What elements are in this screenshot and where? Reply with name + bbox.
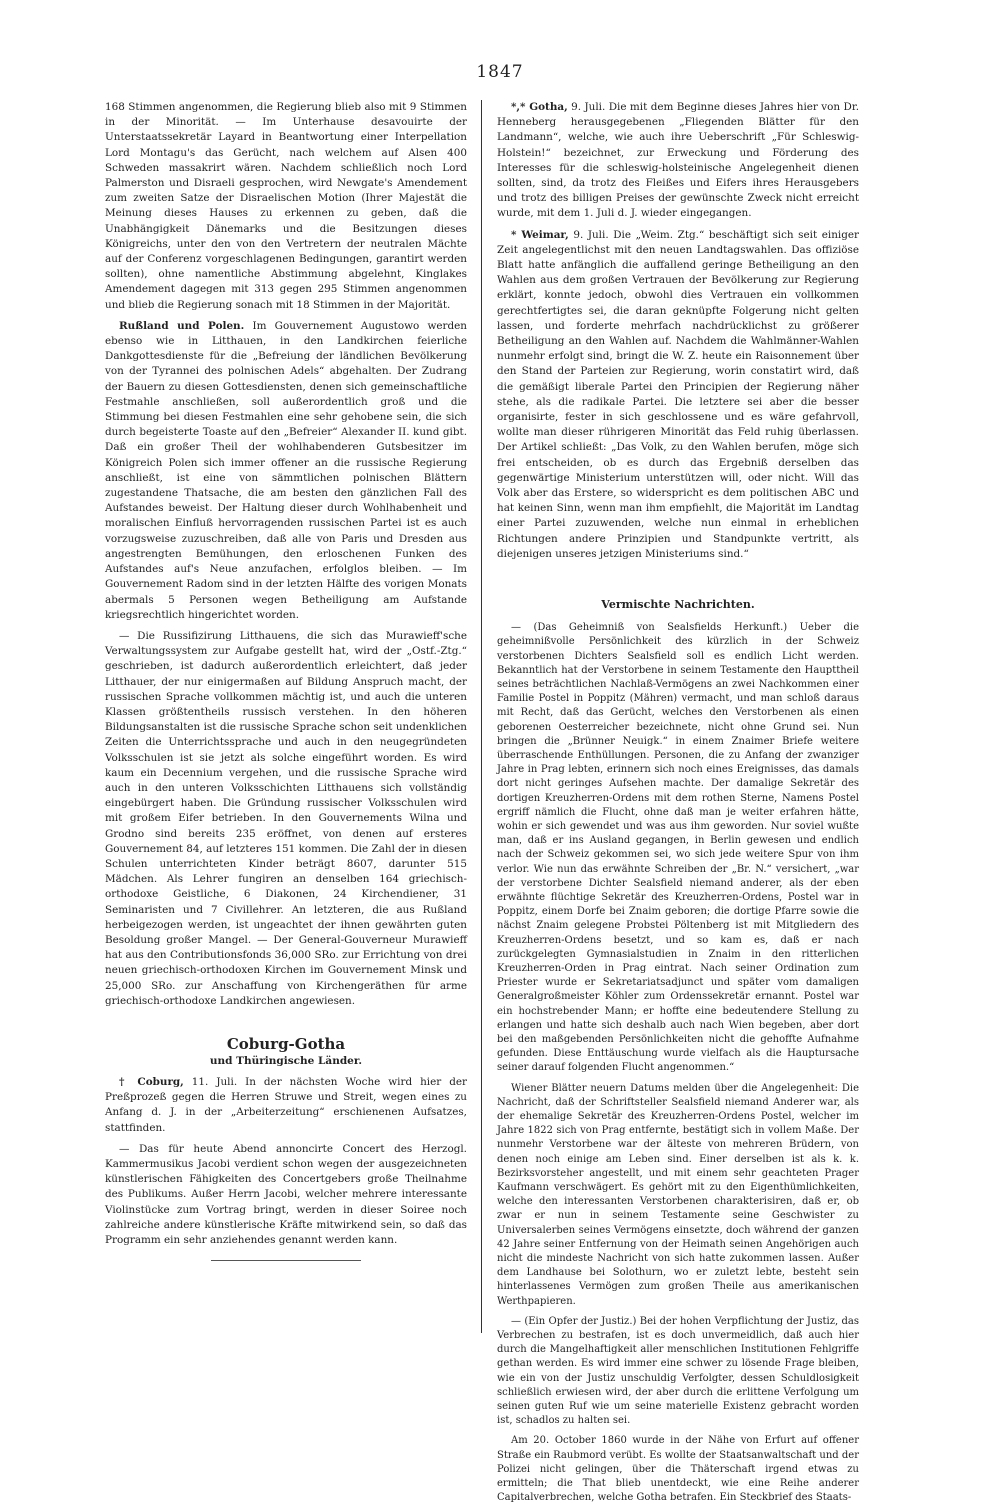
article-russia-poland-text: Im Gouvernement Augustowo werden ebenso wie in Litthauen, in den Landkirchen feierliche Dankgottesdienste für die „Befreiung der ländlichen Bevölkerung von der Tyrannei des polnischen Adels“ abgehalten. Der Zudrang der Bauern zu diesen Gottesdiensten, denen sich gemeinschaftliche Festmahle anschließen, soll außerordentlich groß und die Stimmung bei diesen Festmahlen eine sehr gehobene sein, die sich durch begeisterte Toaste auf den „Befreier“ Alexander II. kund gibt. Daß ein großer Theil der wohlhabenderen Gutsbesitzer im Königreich Polen sich immer offener an die russische Regierung anschließt, ist eine von sämmtlichen polnischen Blättern zugestandene Thatsache, die am besten den gänzlichen Fall des Aufstandes beweist. Der Haltung dieser durch Wohlhabenheit und moralischen Einfluß hervorragenden russischen Partei ist es auch vorzugsweise zuzuschreiben, daß alle von Paris und Dresden aus angestrengten Bemühungen, den erloschenen Funken des Aufstandes auf's Neue anzufachen, erfolglos bleiben. — Im Gouvernement Radom sind in der letzten Hälfte des vorigen Monats abermals 5 Personen wegen Betheiligung am Aufstande kriegsrechtlich hingerichtet worden. xyxy=(105,319,467,621)
article-sealsfield: — (Das Geheimniß von Sealsfields Herkunft.) Ueber die geheimnißvolle Persönlichkeit des kürzlich in der Schweiz verstorbenen Dichters Sealsfield soll es endlich Licht werden. Bekanntlich hat der Verstorbene in seinem Testamente den Haupttheil seines beträchtlichen Nachlaß-Vermögens an zwei Nachkommen einer Familie Postel in Poppitz (Mähren) vermacht, und man schloß daraus mit Recht, daß das Gerücht, welches den Verstorbenen als einen geborenen Oesterreicher bezeichnete, nicht ohne Grund sei. Nun bringen die „Brünner Neuigk.“ in einem Znaimer Briefe weitere überraschende Enthüllungen. Personen, die zu Anfang der zwanziger Jahre in Prag lebten, erinnern sich noch eines Ereignisses, das damals dort nicht geringes Aufsehen machte. Der damalige Sekretär des dortigen Kreuzherren-Ordens mit dem rothen Sterne, Namens Postel ergriff nämlich die Flucht, ohne daß man je weiter erfahren hätte, wohin er sich gewendet und was aus ihm geworden. Nur soviel wußte man, daß er ins Ausland gegangen, in Berlin gewesen und endlich nach der Schweiz gekommen sei, wo sich jede weitere Spur von ihm verlor. Wie nun das erwähnte Schreiben der „Br. N.“ versichert, „war der verstorbene Dichter Sealsfield niemand anderer, als der eben erwähnte flüchtige Sekretär des Kreuzherren-Ordens, Postel war in Poppitz, einem Dorfe bei Znaim geboren; die dortige Pfarre sowie die nächst Znaim gelegene Probstei Pöltenberg ist mit Mitgliedern des Kreuzherren-Ordens besetzt, und so kam es, daß er nach zurückgelegten Gymnasialstudien in Znaim in den ritterlichen Kreuzherren-Orden in Prag eintrat. Nach seiner Ordination zum Priester wurde er Sekretariatsadjunct und später vom damaligen Generalgroßmeister Köhler zum Ordenssekretär ernannt. Postel war ein hochstrebender Mann; er hoffte eine bedeutendere Stellung zu erlangen und hatte sich deshalb auch nach Wien begeben, aber dort bei den maßgebenden Persönlichkeiten nicht die gehoffte Aufnahme gefunden. Diese Enttäuschung wurde vielfach als die Hauptursache seiner darauf folgenden Flucht angenommen.“ xyxy=(497,622,859,1074)
article-coburg-heading: † Coburg, xyxy=(119,1075,184,1088)
misc-articles xyxy=(497,621,859,1505)
left-column xyxy=(105,100,467,1261)
article-coburg xyxy=(105,1075,467,1136)
article-sealsfield-vienna: Wiener Blätter neuern Datums melden über die Angelegenheit: Die Nachricht, daß der Schriftsteller Sealsfield niemand Anderer war, als der ehemalige Sekretär des Kreuzherren-Ordens Postel, welcher im Jahre 1822 sich von Prag entfernte, bestätigt sich in vollem Maße. Der nunmehr Verstorbene war der älteste von mehreren Brüdern, von denen noch einige am Leben sind. Einer derselben ist als k. k. Bezirksvorsteher angestellt, und mit einem sehr geachteten Prager Kaufmann verschwägert. Es gehört mit zu den Eigenthümlichkeiten, welche den interessanten Verstorbenen charakterisiren, daß er, ob zwar er nun in seinem Testamente seine Geschwister zu Universalerben seines Vermögens einsetzte, doch während der ganzen 42 Jahre seiner Entfernung von der Heimath seinen Angehörigen auch nicht die mindeste Nachricht von sich hatte zukommen lassen. Außer dem Landhause bei Solothurn, wo er zuletzt lebte, besteht sein hinterlassenes Vermögen zum großen Theile aus amerikanischen Werthpapieren. xyxy=(497,1082,859,1307)
article-gotha xyxy=(497,100,859,222)
article-weimar xyxy=(497,228,859,562)
column-divider xyxy=(481,100,482,1333)
right-column xyxy=(497,100,859,1511)
article-england-parliament: 168 Stimmen angenommen, die Regierung blieb also mit 9 Stimmen in der Minorität. — Im Unterhause desavouirte der Unterstaatssekretär Layard in Beantwortung einer Interpellation Lord Montagu's das Gerücht, nach welchem auf Alsen 400 Schweden massakrirt wären. Nachdem schließlich noch Lord Palmerston und Disraeli gesprochen, wird Newgate's Amendement zum zweiten Satze der Disraelischen Motion (Ihrer Majestät die Meinung dieses Hauses zu erkennen zu geben, daß die Unabhängigkeit Dänemarks und die Besitzungen dieses Königreichs, unter den von den Vertretern der neutralen Mächte auf der Conferenz vorgeschlagenen Bedingungen, garantirt werden sollten), ohne namentliche Abstimmung abgelehnt, Kinglakes Amendement dagegen mit 313 gegen 295 Stimmen angenommen und blieb die Regierung sonach mit 18 Stimmen in der Majorität. xyxy=(105,101,467,311)
article-coburg-text: 11. Juli. In der nächsten Woche wird hier der Preßprozeß gegen die Herren Struwe und Streit, wegen eines zu Anfang d. J. in der „Arbeiterzeitung“ erschienenen Aufsatzes, stattfinden. xyxy=(105,1075,467,1134)
article-russia-poland-heading: Rußland und Polen. xyxy=(119,319,245,332)
page-number: 1847 xyxy=(476,62,524,82)
article-lithuania-russification: — Die Russifizirung Litthauens, die sich das Murawieff'sche Verwaltungssystem zur Aufgabe gestellt hat, wird der „Ostf.-Ztg.“ geschrieben, ist dadurch außerordentlich erleichtert, daß jeder Litthauer, der nur einigermaßen auf Bildung Anspruch macht, der russischen Sprache vollkommen mächtig ist, und auch die unteren Klassen größtentheils russisch verstehen. In den höheren Bildungsanstalten ist die russische Sprache schon seit undenklichen Zeiten die Unterrichtssprache und auch in den neugegründeten Volksschulen ist sie jetzt als solche eingeführt worden. Es wird kaum ein Decennium vergehen, und die russische Sprache wird auch in den unteren Volksschichten Litthauens sich vollständig eingebürgert haben. Die Gründung russischer Volksschulen wird mit großem Eifer betrieben. In den Gouvernements Wilna und Grodno sind bereits 235 eröffnet, von denen auf ersteres Gouvernement 84, auf letzteres 151 kommen. Die Zahl der in diesen Schulen unterrichteten Kinder beträgt 8607, darunter 515 Mädchen. Als Lehrer fungiren an denselben 164 griechisch-orthodoxe Geistliche, 6 Diakonen, 24 Kirchendiener, 31 Seminaristen und 7 Civillehrer. An letzteren, die aus Rußland herbeigezogen werden, ist ungeachtet der ihnen gewährten guten Besoldung großer Mangel. — Der General-Gouverneur Murawieff hat aus den Contributionsfonds 36,000 SRo. zur Errichtung von drei neuen griechisch-orthodoxen Kirchen im Gouvernement Minsk und 25,000 SRo. zur Anschaffung von Kirchengeräthen für arme griechisch-orthodoxe Landkirchen angewiesen. xyxy=(105,629,467,1007)
section-subtitle: und Thüringische Länder. xyxy=(209,1054,363,1067)
article-russia-poland xyxy=(105,319,467,623)
article-justice-victim: — (Ein Opfer der Justiz.) Bei der hohen Verpflichtung der Justiz, das Verbrechen zu bestrafen, ist es doch unvermeidlich, daß auch hier durch die Mangelhaftigkeit aller menschlichen Institutionen Fehlgriffe gethan werden. Es wird immer eine schwer zu lösende Frage bleiben, wie ein von der Justiz unschuldig Verfolgter, dessen Schuldlosigkeit schließlich erwiesen wird, der aber durch die erlittene Verfolgung um seinen guten Ruf wie um seine materielle Existenz gebracht worden ist, schadlos zu halten sei. xyxy=(497,1315,859,1427)
article-erfurt-robbery: Am 20. October 1860 wurde in der Nähe von Erfurt auf offener Straße ein Raubmord verübt. Es wollte der Staatsanwaltschaft und der Polizei nicht gelingen, über die Thäterschaft irgend etwas zu ermitteln; die That blieb unentdeckt, wie eine Reihe anderer Capitalverbrechen, welche Gotha betrafen. Ein Steckbrief des Staats- xyxy=(497,1435,859,1504)
column-end-rule xyxy=(211,1260,361,1261)
article-weimar-text: 9. Juli. Die „Weim. Ztg.“ beschäftigt sich seit einiger Zeit angelegentlichst mit den neuen Landtagswahlen. Das offiziöse Blatt hatte anfänglich die auffallend geringe Betheiligung an den Wahlen aus dem großen Vertrauen der Bevölkerung zur Regierung erklärt, konnte jedoch, obwohl dies Vertrauen ein vollkommen gerechtfertigtes sei, die daran geknüpfte Folgerung nicht gelten lassen, und forderte mehrfach nachdrücklichst zu größerer Betheiligung an den Wahlen auf. Nachdem die Wahlmänner-Wahlen nunmehr erfolgt sind, bringt die W. Z. heute ein Raisonnement über den Stand der Parteien zur Regierung, worin constatirt wird, daß die gemäßigt liberale Partei den Principien der Regierung näher stehe, als die radikale Partei. Die letztere sei aber die besser organisirte, fester in sich geschlossene und es wäre gefahrvoll, wollte man dieser rührigeren Minorität das Feld ruhig überlassen. Der Artikel schließt: „Das Volk, zu den Wahlen berufen, möge sich frei entscheiden, ob es durch das Ergebniß derselben das gegenwärtige Ministerium unterstützen will, oder nicht. Will das Volk aber das Erstere, so widerspricht es dem politischen ABC und hat keinen Sinn, wenn man ihm empfiehlt, die Majorität im Landtag einer Partei zuzuwenden, welche nun einmal in erheblichen Richtungen andere Prinzipien und Standpunkte vertritt, als diejenigen unseres jetzigen Ministeriums sind.“ xyxy=(497,228,859,560)
section-title-coburg-gotha: Coburg-Gotha xyxy=(226,1034,346,1053)
article-concert: — Das für heute Abend annoncirte Concert des Herzogl. Kammermusikus Jacobi verdient schon wegen der ausgezeichneten künstlerischen Fähigkeiten des Concertgebers große Theilnahme des Publikums. Außer Herrn Jacobi, welcher mehrere interessante Violinstücke zum Vortrag bringt, werden in dieser Soiree noch zahlreiche andere künstlerische Kräfte mitwirkend sein, so daß das Programm ein sehr anziehendes genannt werden kann. xyxy=(105,1142,467,1247)
article-gotha-text: 9. Juli. Die mit dem Beginne dieses Jahres hier von Dr. Henneberg herausgegebenen „Fliegenden Blätter für den Landmann“, welche, wie auch ihre Ueberschrift „Für Schleswig-Holstein!“ bezeichnet, zur Erweckung und Förderung des Interesses für die schleswig-holsteinische Angelegenheit dienen sollten, sind, da trotz des Fleißes und Eifers ihres Herausgebers und trotz des billigen Preises der gewünschte Zweck nicht erreicht wurde, mit dem 1. Juli d. J. wieder eingegangen. xyxy=(497,101,859,220)
section-title-miscellaneous: Vermischte Nachrichten. xyxy=(601,598,755,612)
article-gotha-heading: *,* Gotha, xyxy=(511,101,568,113)
article-weimar-heading: * Weimar, xyxy=(511,228,569,241)
